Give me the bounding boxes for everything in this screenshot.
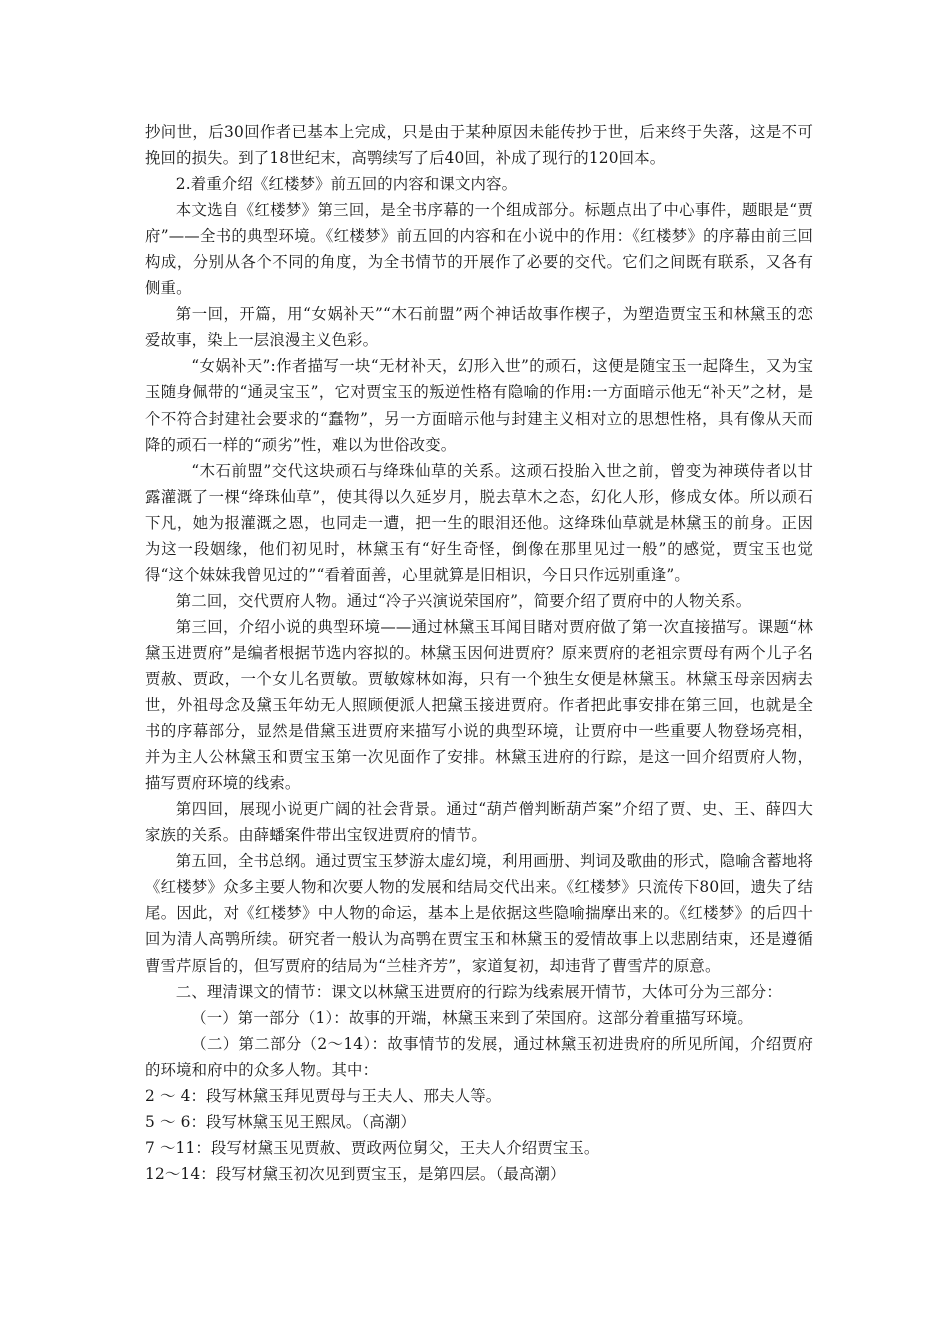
paragraph-plot-outline: 二、理清课文的情节：课文以林黛玉进贾府的行踪为线索展开情节，大体可分为三部分： [175, 982, 782, 1001]
list-item: 2 ～ 4：段写林黛玉拜见贾母与王夫人、邢夫人等。 [145, 1086, 502, 1105]
paragraph-mushi: “木石前盟”交代这块顽石与绛珠仙草的关系。这顽石投胎入世之前，曾变为神瑛侍者以甘露灌溉了一棵“绛珠仙草”，使其得以久延岁月，脱去草木之态，幻化人形，修成女体。所以顽石下凡，她为报灌溉之恩，也同走一遭，把一生的眼泪还他。这绛珠仙草就是林黛玉的前身。正因为这一段姻缘，他们初见时，林黛玉有“好生奇怪，倒像在那里见过一般”的感觉，贾宝玉也觉得“这个妹妹我曾见过的”“看着面善，心里就算是旧相识，今日只作远别重逢”。 [145, 461, 813, 584]
paragraph-chapter-four: 第四回，展现小说更广阔的社会背景。通过“葫芦僧判断葫芦案”介绍了贾、史、王、薛四大家族的关系。由薛蟠案件带出宝钗进贾府的情节。 [145, 800, 813, 845]
paragraph-part-two: （二）第二部分（2～14）：故事情节的发展，通过林黛玉初进贵府的所见所闻，介绍贾府的环境和府中的众多人物。其中： [145, 1034, 813, 1079]
paragraph-continuation: 抄问世，后30回作者已基本上完成，只是由于某种原因未能传抄于世，后来终于失落，这是不可挽回的损失。到了18世纪末，高鹗续写了后40回，补成了现行的120回本。 [145, 123, 813, 168]
document-body [145, 119, 813, 1187]
list-item: 5 ～ 6：段写林黛玉见王熙凤。（高潮） [145, 1112, 416, 1131]
paragraph-intro: 本文选自《红楼梦》第三回，是全书序幕的一个组成部分。标题点出了中心事件，题眼是“贾府”——全书的典型环境。《红楼梦》前五回的内容和在小说中的作用：《红楼梦》的序幕由前三回构成，分别从各个不同的角度，为全书情节的开展作了必要的交代。它们之间既有联系，又各有侧重。 [145, 201, 813, 298]
paragraph-chapter-two: 第二回，交代贾府人物。通过“冷子兴演说荣国府”，简要介绍了贾府中的人物关系。 [175, 591, 752, 610]
list-item: 7 ～11：段写材黛玉见贾赦、贾政两位舅父，王夫人介绍贾宝玉。 [145, 1138, 600, 1157]
list-item: 12～14：段写材黛玉初次见到贾宝玉，是第四层。（最高潮） [145, 1164, 566, 1183]
paragraph-chapter-three: 第三回，介绍小说的典型环境——通过林黛玉耳闻目睹对贾府做了第一次直接描写。课题“林黛玉进贾府”是编者根据节选内容拟的。林黛玉因何进贾府？原来贾府的老祖宗贾母有两个儿子名贾赦、贾政，一个女儿名贾敏。贾敏嫁林如海，只有一个独生女便是林黛玉。林黛玉母亲因病去世，外祖母念及黛玉年幼无人照顾便派人把黛玉接进贾府。作者把此事安排在第三回，也就是全书的序幕部分，显然是借黛玉进贾府来描写小说的典型环境，让贾府中一些重要人物登场亮相，并为主人公林黛玉和贾宝玉第一次见面作了安排。林黛玉进府的行踪，是这一回介绍贾府人物，描写贾府环境的线索。 [145, 617, 813, 793]
paragraph-part-one: （一）第一部分（1）：故事的开端，林黛玉来到了荣国府。这部分着重描写环境。 [191, 1008, 753, 1027]
paragraph-section-heading: 2.着重介绍《红楼梦》前五回的内容和课文内容。 [175, 175, 518, 194]
paragraph-nuwa: “女娲补天”:作者描写一块“无材补天，幻形入世”的顽石，这便是随宝玉一起降生，又为宝玉随身佩带的“通灵宝玉”，它对贾宝玉的叛逆性格有隐喻的作用:一方面暗示他无“补天”之材，是个不符合封建社会要求的“蠢物”，另一方面暗示他与封建主义相对立的思想性格，具有像从天而降的顽石一样的“顽劣”性，难以为世俗改变。 [145, 357, 813, 454]
paragraph-chapter-one: 第一回，开篇，用“女娲补天”“木石前盟”两个神话故事作楔子，为塑造贾宝玉和林黛玉的恋爱故事，染上一层浪漫主义色彩。 [145, 305, 813, 350]
paragraph-chapter-five: 第五回，全书总纲。通过贾宝玉梦游太虚幻境，利用画册、判词及歌曲的形式，隐喻含蓄地将《红楼梦》众多主要人物和次要人物的发展和结局交代出来。《红楼梦》只流传下80回，遗失了结尾。因此，对《红楼梦》中人物的命运，基本上是依据这些隐喻揣摩出来的。《红楼梦》的后四十回为清人高鹗所续。研究者一般认为高鹗在贾宝玉和林黛玉的爱情故事上以悲剧结束，还是遵循曹雪芹原旨的，但写贾府的结局为“兰桂齐芳”，家道复初，却违背了曹雪芹的原意。 [145, 852, 813, 975]
